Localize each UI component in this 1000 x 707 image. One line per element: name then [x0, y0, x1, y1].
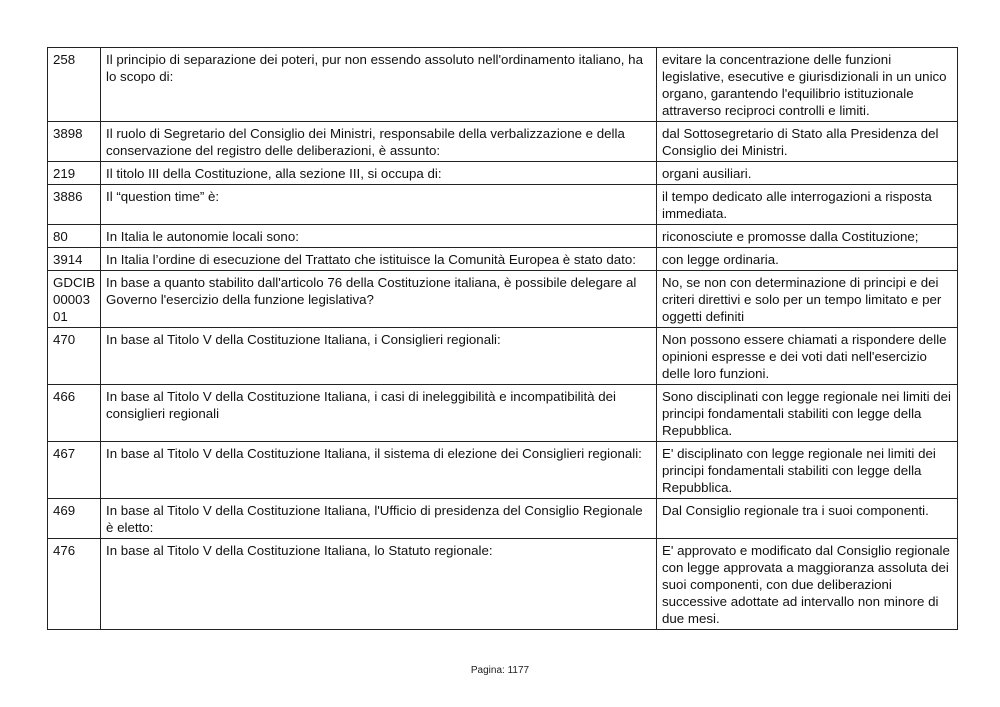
table-row	[48, 442, 958, 499]
table-row	[48, 385, 958, 442]
table-row	[48, 162, 958, 185]
question-text: Il principio di separazione dei poteri, pur non essendo assoluto nell'ordinamento italiano, ha lo scopo di:	[101, 48, 657, 122]
question-id: 3914	[48, 248, 101, 271]
answer-text: evitare la concentrazione delle funzioni legislative, esecutive e giurisdizionali in un unico organo, garantendo l'equilibrio istituzionale attraverso reciproci controlli e limiti.	[657, 48, 958, 122]
question-text: Il titolo III della Costituzione, alla sezione III, si occupa di:	[101, 162, 657, 185]
question-id: 467	[48, 442, 101, 499]
question-id: 3886	[48, 185, 101, 225]
table-row	[48, 248, 958, 271]
question-id: 3898	[48, 122, 101, 162]
table-row	[48, 48, 958, 122]
question-id: 219	[48, 162, 101, 185]
question-id: 258	[48, 48, 101, 122]
answer-text: il tempo dedicato alle interrogazioni a risposta immediata.	[657, 185, 958, 225]
answer-text: E' disciplinato con legge regionale nei limiti dei principi fondamentali stabiliti con legge della Repubblica.	[657, 442, 958, 499]
answer-text: riconosciute e promosse dalla Costituzione;	[657, 225, 958, 248]
answer-text: Dal Consiglio regionale tra i suoi componenti.	[657, 499, 958, 539]
question-id: 466	[48, 385, 101, 442]
question-text: Il ruolo di Segretario del Consiglio dei Ministri, responsabile della verbalizzazione e della conservazione del registro delle deliberazioni, è assunto:	[101, 122, 657, 162]
question-text: In base al Titolo V della Costituzione Italiana, il sistema di elezione dei Consiglieri regionali:	[101, 442, 657, 499]
table-row	[48, 225, 958, 248]
question-id: 469	[48, 499, 101, 539]
question-text: In base al Titolo V della Costituzione Italiana, l'Ufficio di presidenza del Consiglio Regionale è eletto:	[101, 499, 657, 539]
page-number: Pagina: 1177	[470, 665, 530, 676]
question-text: Il “question time” è:	[101, 185, 657, 225]
answer-text: E' approvato e modificato dal Consiglio regionale con legge approvata a maggioranza assoluta dei suoi componenti, con due deliberazioni successive adottate ad intervallo non minore di due mesi.	[657, 539, 958, 630]
answer-text: Non possono essere chiamati a rispondere delle opinioni espresse e dei voti dati nell'esercizio delle loro funzioni.	[657, 328, 958, 385]
question-text: In base al Titolo V della Costituzione Italiana, lo Statuto regionale:	[101, 539, 657, 630]
answer-text: Sono disciplinati con legge regionale nei limiti dei principi fondamentali stabiliti con legge della Repubblica.	[657, 385, 958, 442]
question-text: In Italia le autonomie locali sono:	[101, 225, 657, 248]
question-id: 470	[48, 328, 101, 385]
answer-text: organi ausiliari.	[657, 162, 958, 185]
table-row	[48, 185, 958, 225]
question-text: In base al Titolo V della Costituzione Italiana, i casi di ineleggibilità e incompatibilità dei consiglieri regionali	[101, 385, 657, 442]
question-text: In base a quanto stabilito dall'articolo 76 della Costituzione italiana, è possibile delegare al Governo l'esercizio della funzione legislativa?	[101, 271, 657, 328]
answer-text: dal Sottosegretario di Stato alla Presidenza del Consiglio dei Ministri.	[657, 122, 958, 162]
answer-text: con legge ordinaria.	[657, 248, 958, 271]
question-text: In base al Titolo V della Costituzione Italiana, i Consiglieri regionali:	[101, 328, 657, 385]
table-row	[48, 271, 958, 328]
table-row	[48, 122, 958, 162]
questions-table	[47, 47, 958, 630]
table-row	[48, 499, 958, 539]
question-id: 476	[48, 539, 101, 630]
table-row	[48, 539, 958, 630]
answer-text: No, se non con determinazione di principi e dei criteri direttivi e solo per un tempo limitato e per oggetti definiti	[657, 271, 958, 328]
question-id: 80	[48, 225, 101, 248]
table-row	[48, 328, 958, 385]
question-id: GDCIB0000301	[48, 271, 101, 328]
question-text: In Italia l’ordine di esecuzione del Trattato che istituisce la Comunità Europea è stato dato:	[101, 248, 657, 271]
